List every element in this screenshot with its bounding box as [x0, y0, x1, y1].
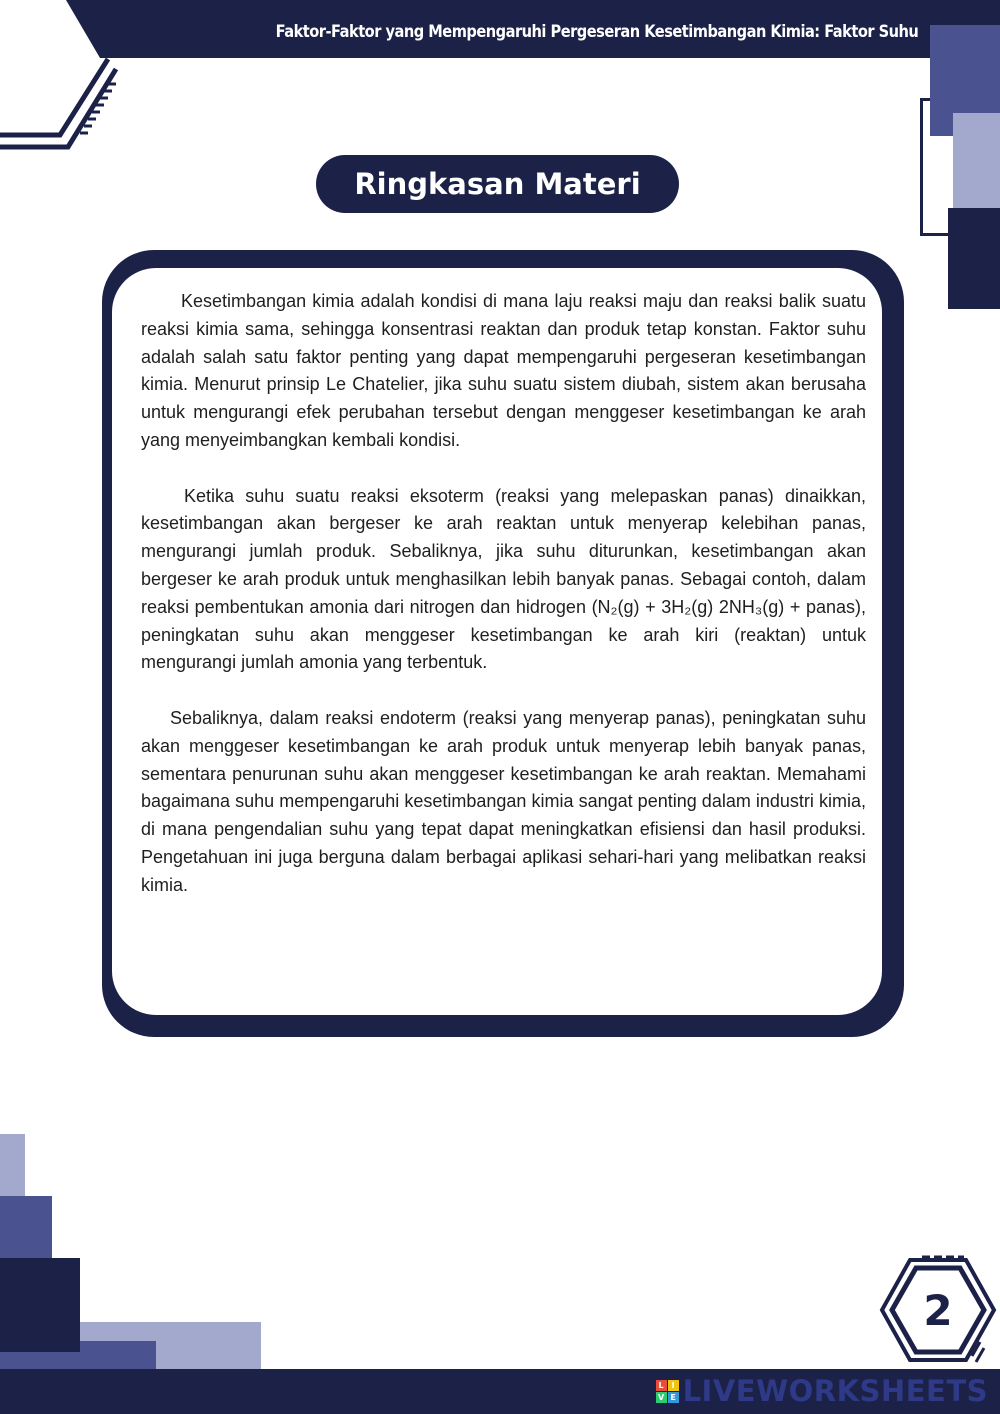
section-title: Ringkasan Materi: [316, 155, 679, 213]
right-block-dark: [948, 208, 1000, 309]
header-title: Faktor-Faktor yang Mempengaruhi Pergeseran Kesetimbangan Kimia: Faktor Suhu: [275, 22, 918, 42]
liveworksheets-brand[interactable]: [656, 1371, 988, 1411]
paragraph-2: Ketika suhu suatu reaksi eksoterm (reaksi yang melepaskan panas) dinaikkan, kesetimbangan akan bergeser ke arah reaktan untuk menyerap kelebihan panas, mengurangi jumlah produk. Sebaliknya, jika suhu diturunkan, kesetimbangan akan bergeser ke arah produk untuk menghasilkan lebih banyak panas. Sebagai contoh, dalam reaksi pembentukan amonia dari nitrogen dan hidrogen (N₂(g) + 3H₂(g) 2NH₃(g) + panas), peningkatan suhu akan menggeser kesetimbangan ke arah kiri (reaktan) untuk mengurangi jumlah amonia yang terbentuk.: [141, 485, 866, 673]
top-left-decoration: [0, 55, 130, 160]
page-number: 2: [923, 1286, 953, 1335]
paragraph-3: Sebaliknya, dalam reaksi endoterm (reaksi yang menyerap panas), peningkatan suhu akan menggeser kesetimbangan ke arah produk untuk menyerap lebih banyak panas, sementara penurunan suhu akan menggeser kesetimbangan ke arah reaktan. Memahami bagaimana suhu mempengaruhi kesetimbangan kimia sangat penting dalam industri kimia, di mana pengendalian suhu yang tepat dapat meningkatkan efisiensi dan hasil produksi. Pengetahuan ini juga berguna dalam berbagai aplikasi sehari-hari yang melibatkan reaksi kimia.: [141, 707, 866, 895]
content-text: [141, 288, 866, 927]
bottom-left-block-dark: [0, 1258, 80, 1352]
bottom-left-block-mid: [0, 1196, 52, 1260]
liveworksheets-logo-icon: L I V E: [656, 1380, 679, 1403]
brand-name: LIVEWORKSHEETS: [682, 1374, 988, 1408]
right-block-light: [953, 113, 1000, 223]
paragraph-1: Kesetimbangan kimia adalah kondisi di mana laju reaksi maju dan reaksi balik suatu reaksi kimia sama, sehingga konsentrasi reaktan dan produk tetap konstan. Faktor suhu adalah salah satu faktor penting yang dapat mempengaruhi pergeseran kesetimbangan kimia. Menurut prinsip Le Chatelier, jika suhu suatu sistem diubah, sistem akan berusaha untuk mengurangi efek perubahan tersebut dengan menggeser kesetimbangan ke arah yang menyeimbangkan kembali kondisi.: [141, 291, 866, 450]
bottom-left-block-light-top: [0, 1134, 25, 1196]
